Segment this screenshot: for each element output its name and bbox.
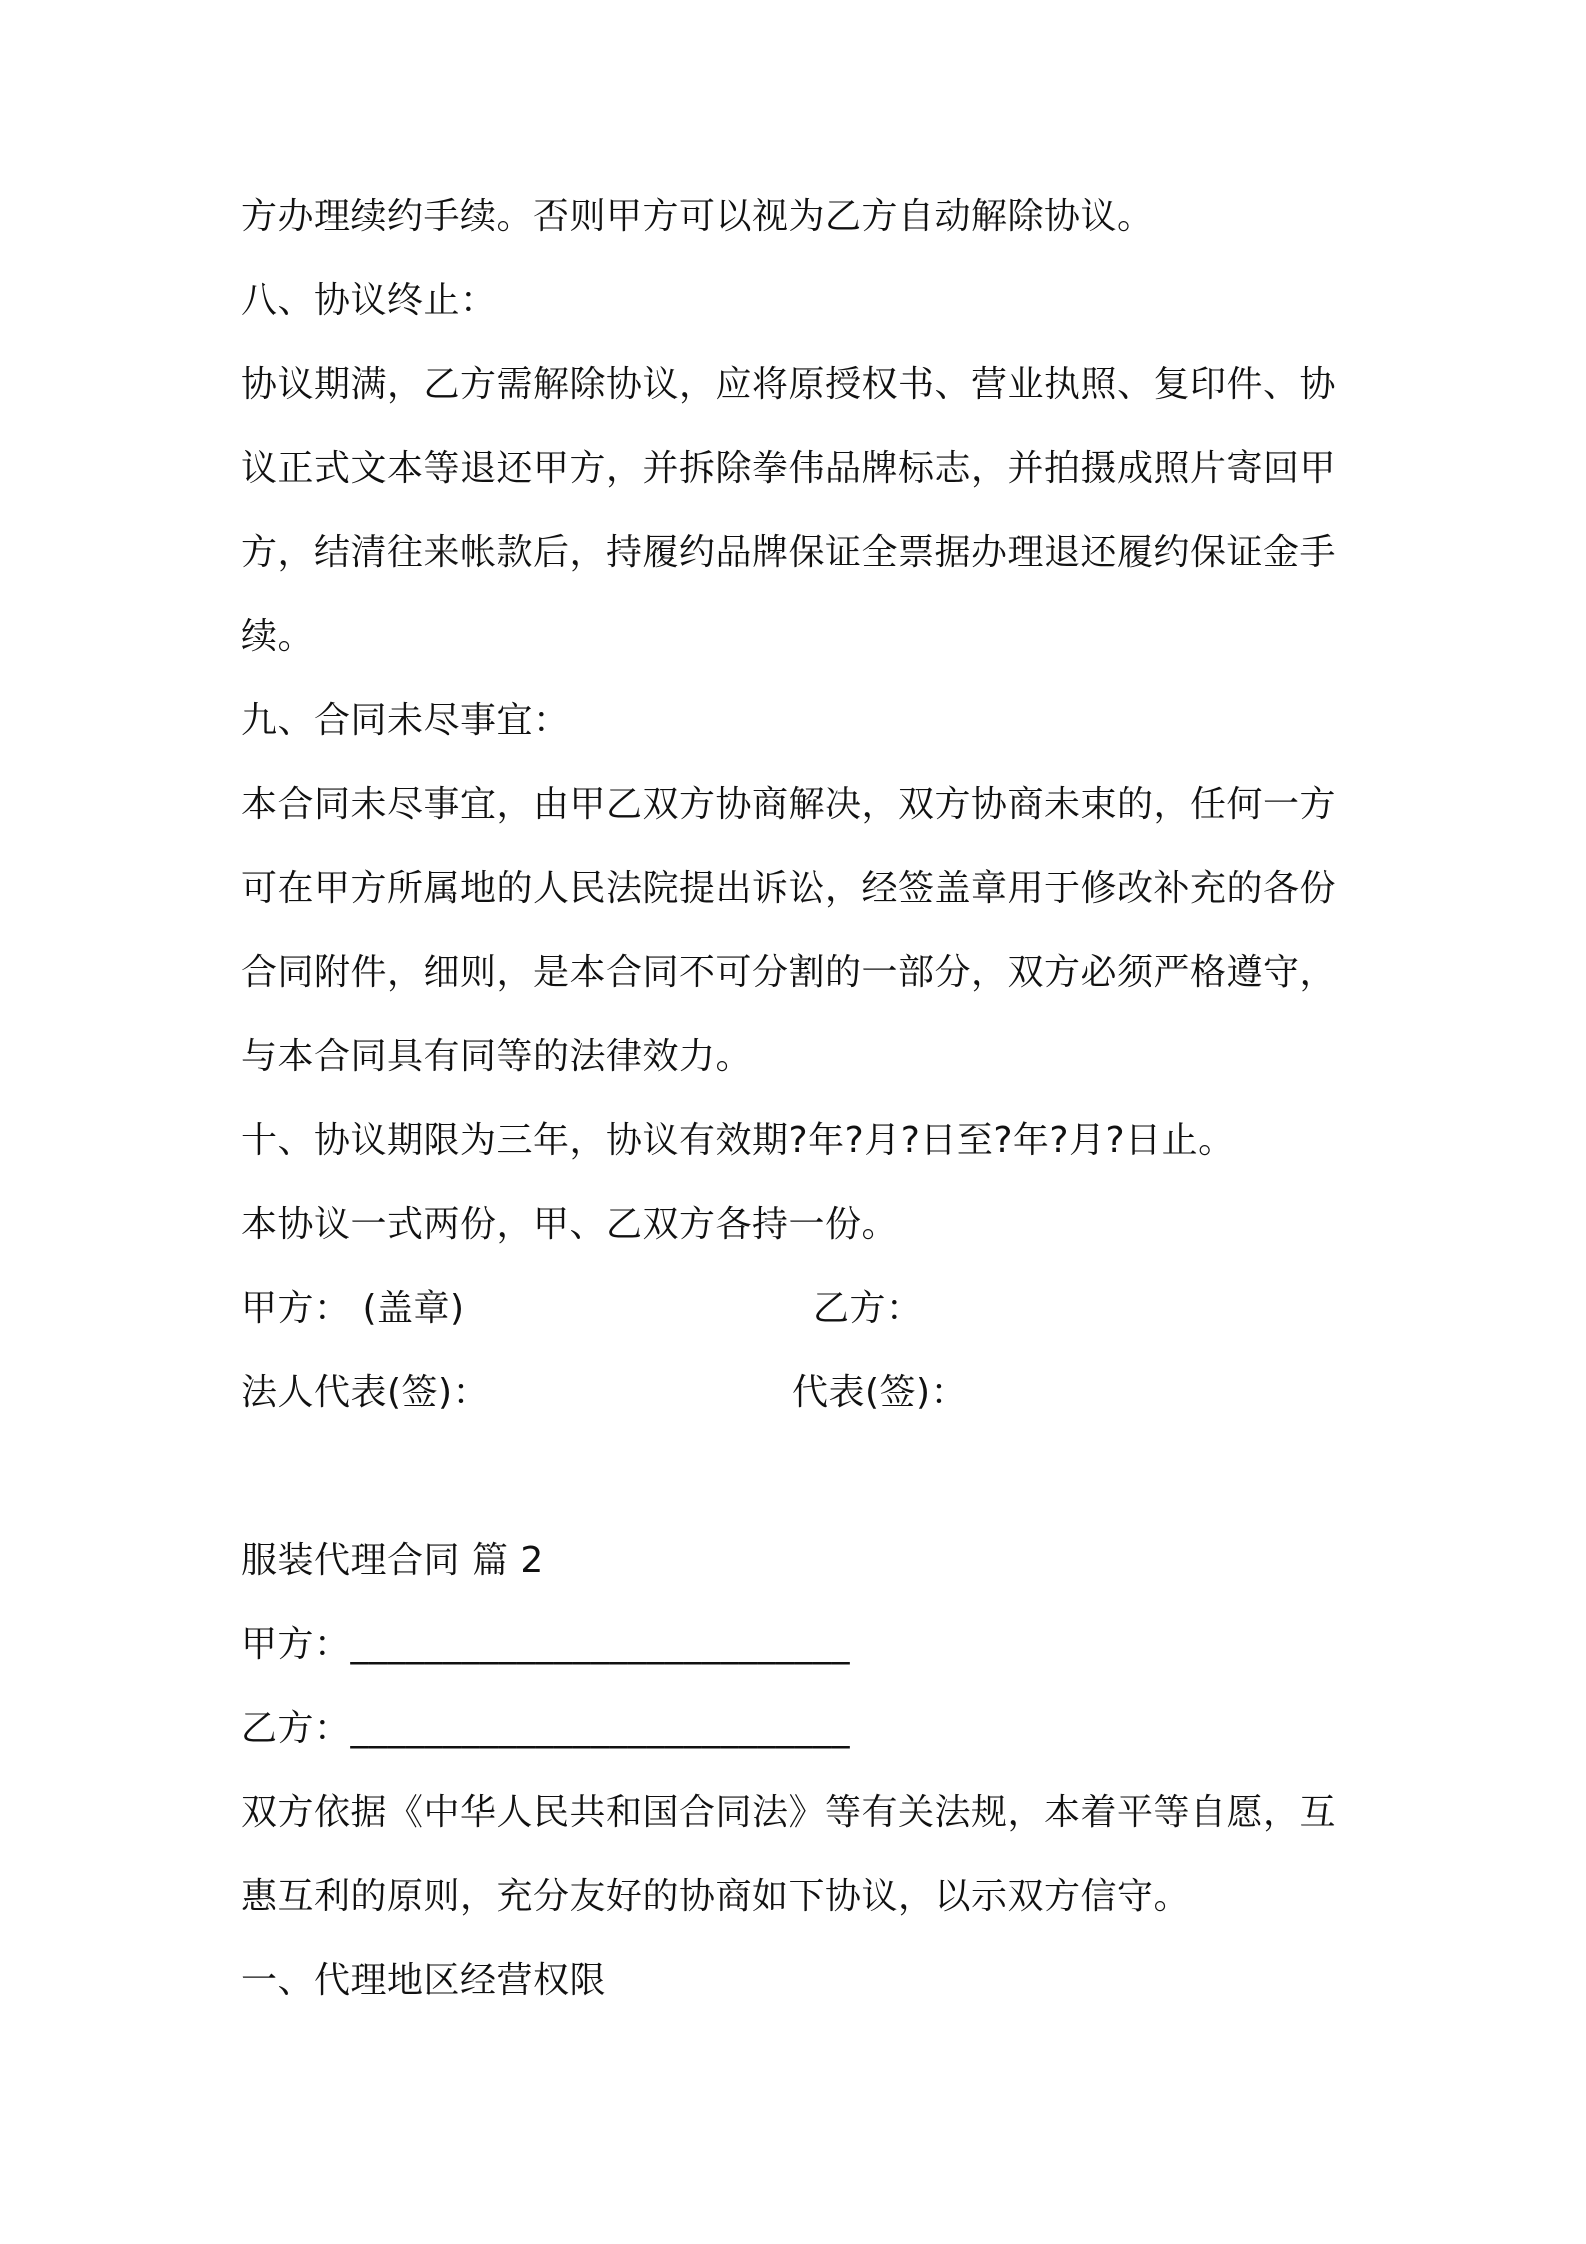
representative-label: 代表(签)： [792, 1372, 968, 1413]
section-heading-1: 一、代理地区经营权限 [241, 1960, 607, 2001]
section-heading-8: 八、协议终止： [241, 280, 497, 321]
paragraph-line: 双方依据《中华人民共和国合同法》等有关法规，本着平等自愿，互 [241, 1792, 1337, 1833]
paragraph-line: 与本合同具有同等的法律效力。 [241, 1036, 753, 1077]
party-b-label: 乙方： [813, 1288, 923, 1329]
paragraph-line: 议正式文本等退还甲方，并拆除拳伟品牌标志，并拍摄成照片寄回甲 [241, 448, 1337, 489]
party-b-field: 乙方：___________________________ [241, 1708, 851, 1749]
paragraph-line: 协议期满，乙方需解除协议，应将原授权书、营业执照、复印件、协 [241, 364, 1337, 405]
paragraph-line: 惠互利的原则，充分友好的协商如下协议，以示双方信守。 [241, 1876, 1191, 1917]
paragraph-line: 方，结清往来帐款后，持履约品牌保证全票据办理退还履约保证金手 [241, 532, 1337, 573]
document-body [241, 196, 1361, 2002]
contract-title: 服装代理合同 篇 2 [241, 1540, 544, 1581]
paragraph-line: 本协议一式两份，甲、乙双方各持一份。 [241, 1204, 899, 1245]
signature-row-party [241, 1288, 1361, 1330]
paragraph-line: 本合同未尽事宜，由甲乙双方协商解决，双方协商未束的，任何一方 [241, 784, 1337, 825]
section-heading-10: 十、协议期限为三年，协议有效期?年?月?日至?年?月?日止。 [241, 1120, 1235, 1161]
party-a-field: 甲方：___________________________ [241, 1624, 851, 1665]
paragraph-line: 合同附件，细则，是本合同不可分割的一部分，双方必须严格遵守， [241, 952, 1337, 993]
paragraph-line: 方办理续约手续。否则甲方可以视为乙方自动解除协议。 [241, 196, 1154, 237]
signature-row-representative [241, 1372, 1361, 1414]
paragraph-line: 续。 [241, 616, 315, 657]
legal-representative-label: 法人代表(签)： [241, 1372, 490, 1413]
party-a-seal-label: 甲方： (盖章) [241, 1288, 465, 1329]
section-heading-9: 九、合同未尽事宜： [241, 700, 570, 741]
paragraph-line: 可在甲方所属地的人民法院提出诉讼，经签盖章用于修改补充的各份 [241, 868, 1337, 909]
